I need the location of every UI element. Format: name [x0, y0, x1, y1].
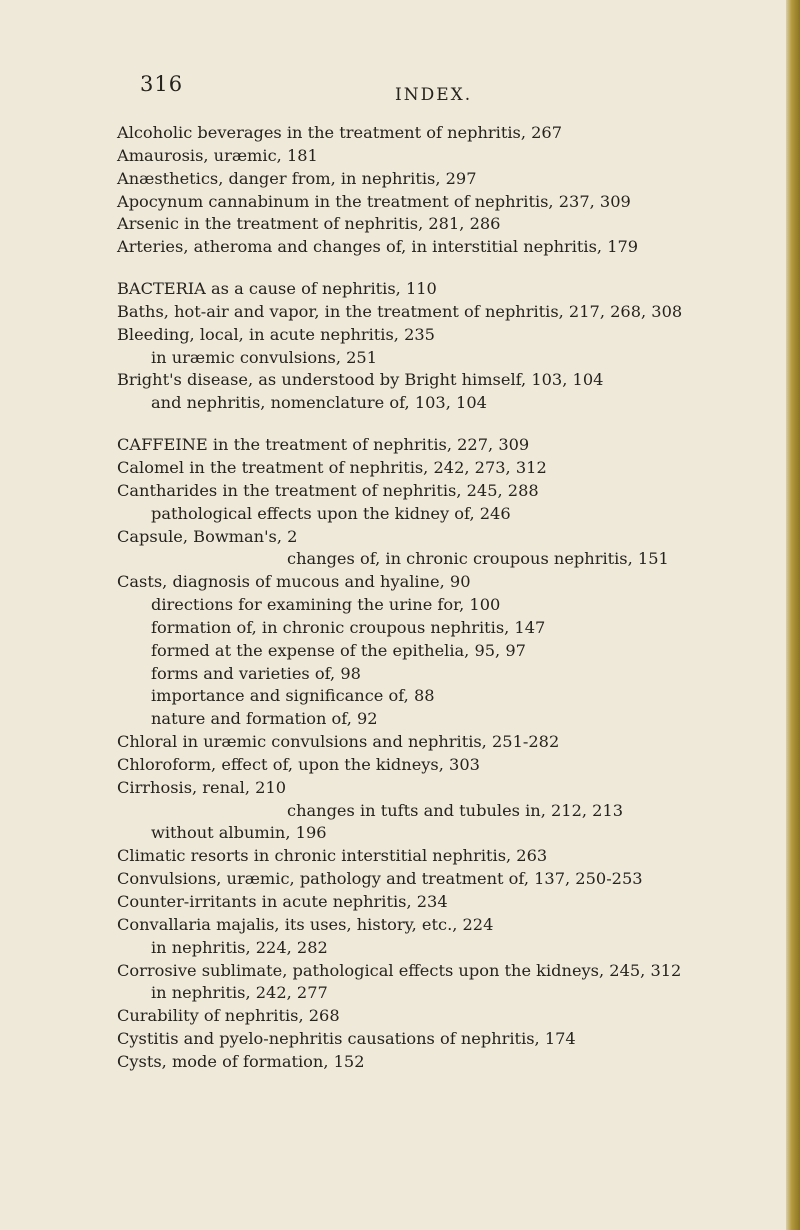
index-entry: Cystitis and pyelo-nephritis causations of nephritis, 174 — [117, 1029, 576, 1049]
index-subentry: changes in tufts and tubules in, 212, 213 — [287, 800, 624, 820]
section-gap — [117, 415, 777, 434]
index-entry: Apocynum cannabinum in the treatment of nephritis, 237, 309 — [117, 191, 631, 211]
index-entry: Amaurosis, uræmic, 181 — [117, 145, 318, 165]
index-entry: Corrosive sublimate, pathological effects upon the kidneys, 245, 312 — [117, 960, 682, 980]
index-subentry: formed at the expense of the epithelia, 95, 97 — [151, 640, 526, 660]
index-subentry: changes of, in chronic croupous nephritis, 151 — [287, 549, 669, 569]
index-entry: Casts, diagnosis of mucous and hyaline, 90 — [117, 572, 471, 592]
index-subentry: nature and formation of, 92 — [151, 709, 378, 729]
index-entry: Alcoholic beverages in the treatment of nephritis, 267 — [117, 123, 563, 142]
index-body — [117, 122, 777, 1074]
index-subentry: formation of, in chronic croupous nephritis, 147 — [151, 617, 546, 637]
index-subentry: in uræmic convulsions, 251 — [151, 347, 378, 367]
index-subentry: forms and varieties of, 98 — [151, 663, 361, 683]
index-entry: Arsenic in the treatment of nephritis, 281, 286 — [117, 214, 501, 234]
index-entry: CAFFEINE in the treatment of nephritis, 227, 309 — [117, 435, 530, 455]
index-entry: Cysts, mode of formation, 152 — [117, 1051, 365, 1071]
index-entry: Convallaria majalis, its uses, history, etc., 224 — [117, 914, 494, 934]
section-gap — [117, 259, 777, 278]
index-entry: Anæsthetics, danger from, in nephritis, 297 — [117, 168, 477, 188]
index-subentry: in nephritis, 242, 277 — [151, 983, 328, 1003]
index-subentry: importance and significance of, 88 — [151, 686, 435, 706]
index-entry: Counter-irritants in acute nephritis, 234 — [117, 892, 448, 911]
index-entry: Chloral in uræmic convulsions and nephritis, 251-282 — [117, 732, 560, 752]
index-subentry: directions for examining the urine for, 100 — [151, 595, 501, 615]
index-subentry: pathological effects upon the kidney of, 246 — [151, 503, 511, 523]
index-entry: Chloroform, effect of, upon the kidneys, 303 — [117, 754, 480, 774]
index-entry: BACTERIA as a cause of nephritis, 110 — [117, 279, 437, 299]
index-entry: Climatic resorts in chronic interstitial nephritis, 263 — [117, 846, 548, 866]
index-entry: Calomel in the treatment of nephritis, 242, 273, 312 — [117, 457, 547, 477]
index-entry: Arteries, atheroma and changes of, in interstitial nephritis, 179 — [117, 237, 639, 257]
index-subentry: and nephritis, nomenclature of, 103, 104 — [151, 393, 487, 413]
index-entry: Cantharides in the treatment of nephritis, 245, 288 — [117, 480, 539, 500]
index-entry: Bright's disease, as understood by Bright himself, 103, 104 — [117, 370, 604, 390]
index-entry: Cirrhosis, renal, 210 — [117, 777, 287, 797]
index-entry: Curability of nephritis, 268 — [117, 1006, 340, 1026]
page-number: 316 — [140, 72, 184, 96]
page-gilt-edge — [786, 0, 800, 1230]
index-entry: Baths, hot-air and vapor, in the treatment of nephritis, 217, 268, 308 — [117, 301, 683, 321]
index-subentry: without albumin, 196 — [151, 823, 327, 843]
index-entry: Convulsions, uræmic, pathology and treatment of, 137, 250-253 — [117, 869, 643, 889]
index-entry: Capsule, Bowman's, 2 — [117, 526, 298, 546]
index-entry: Bleeding, local, in acute nephritis, 235 — [117, 324, 435, 344]
index-subentry: in nephritis, 224, 282 — [151, 937, 328, 957]
running-head: INDEX. — [395, 85, 473, 105]
